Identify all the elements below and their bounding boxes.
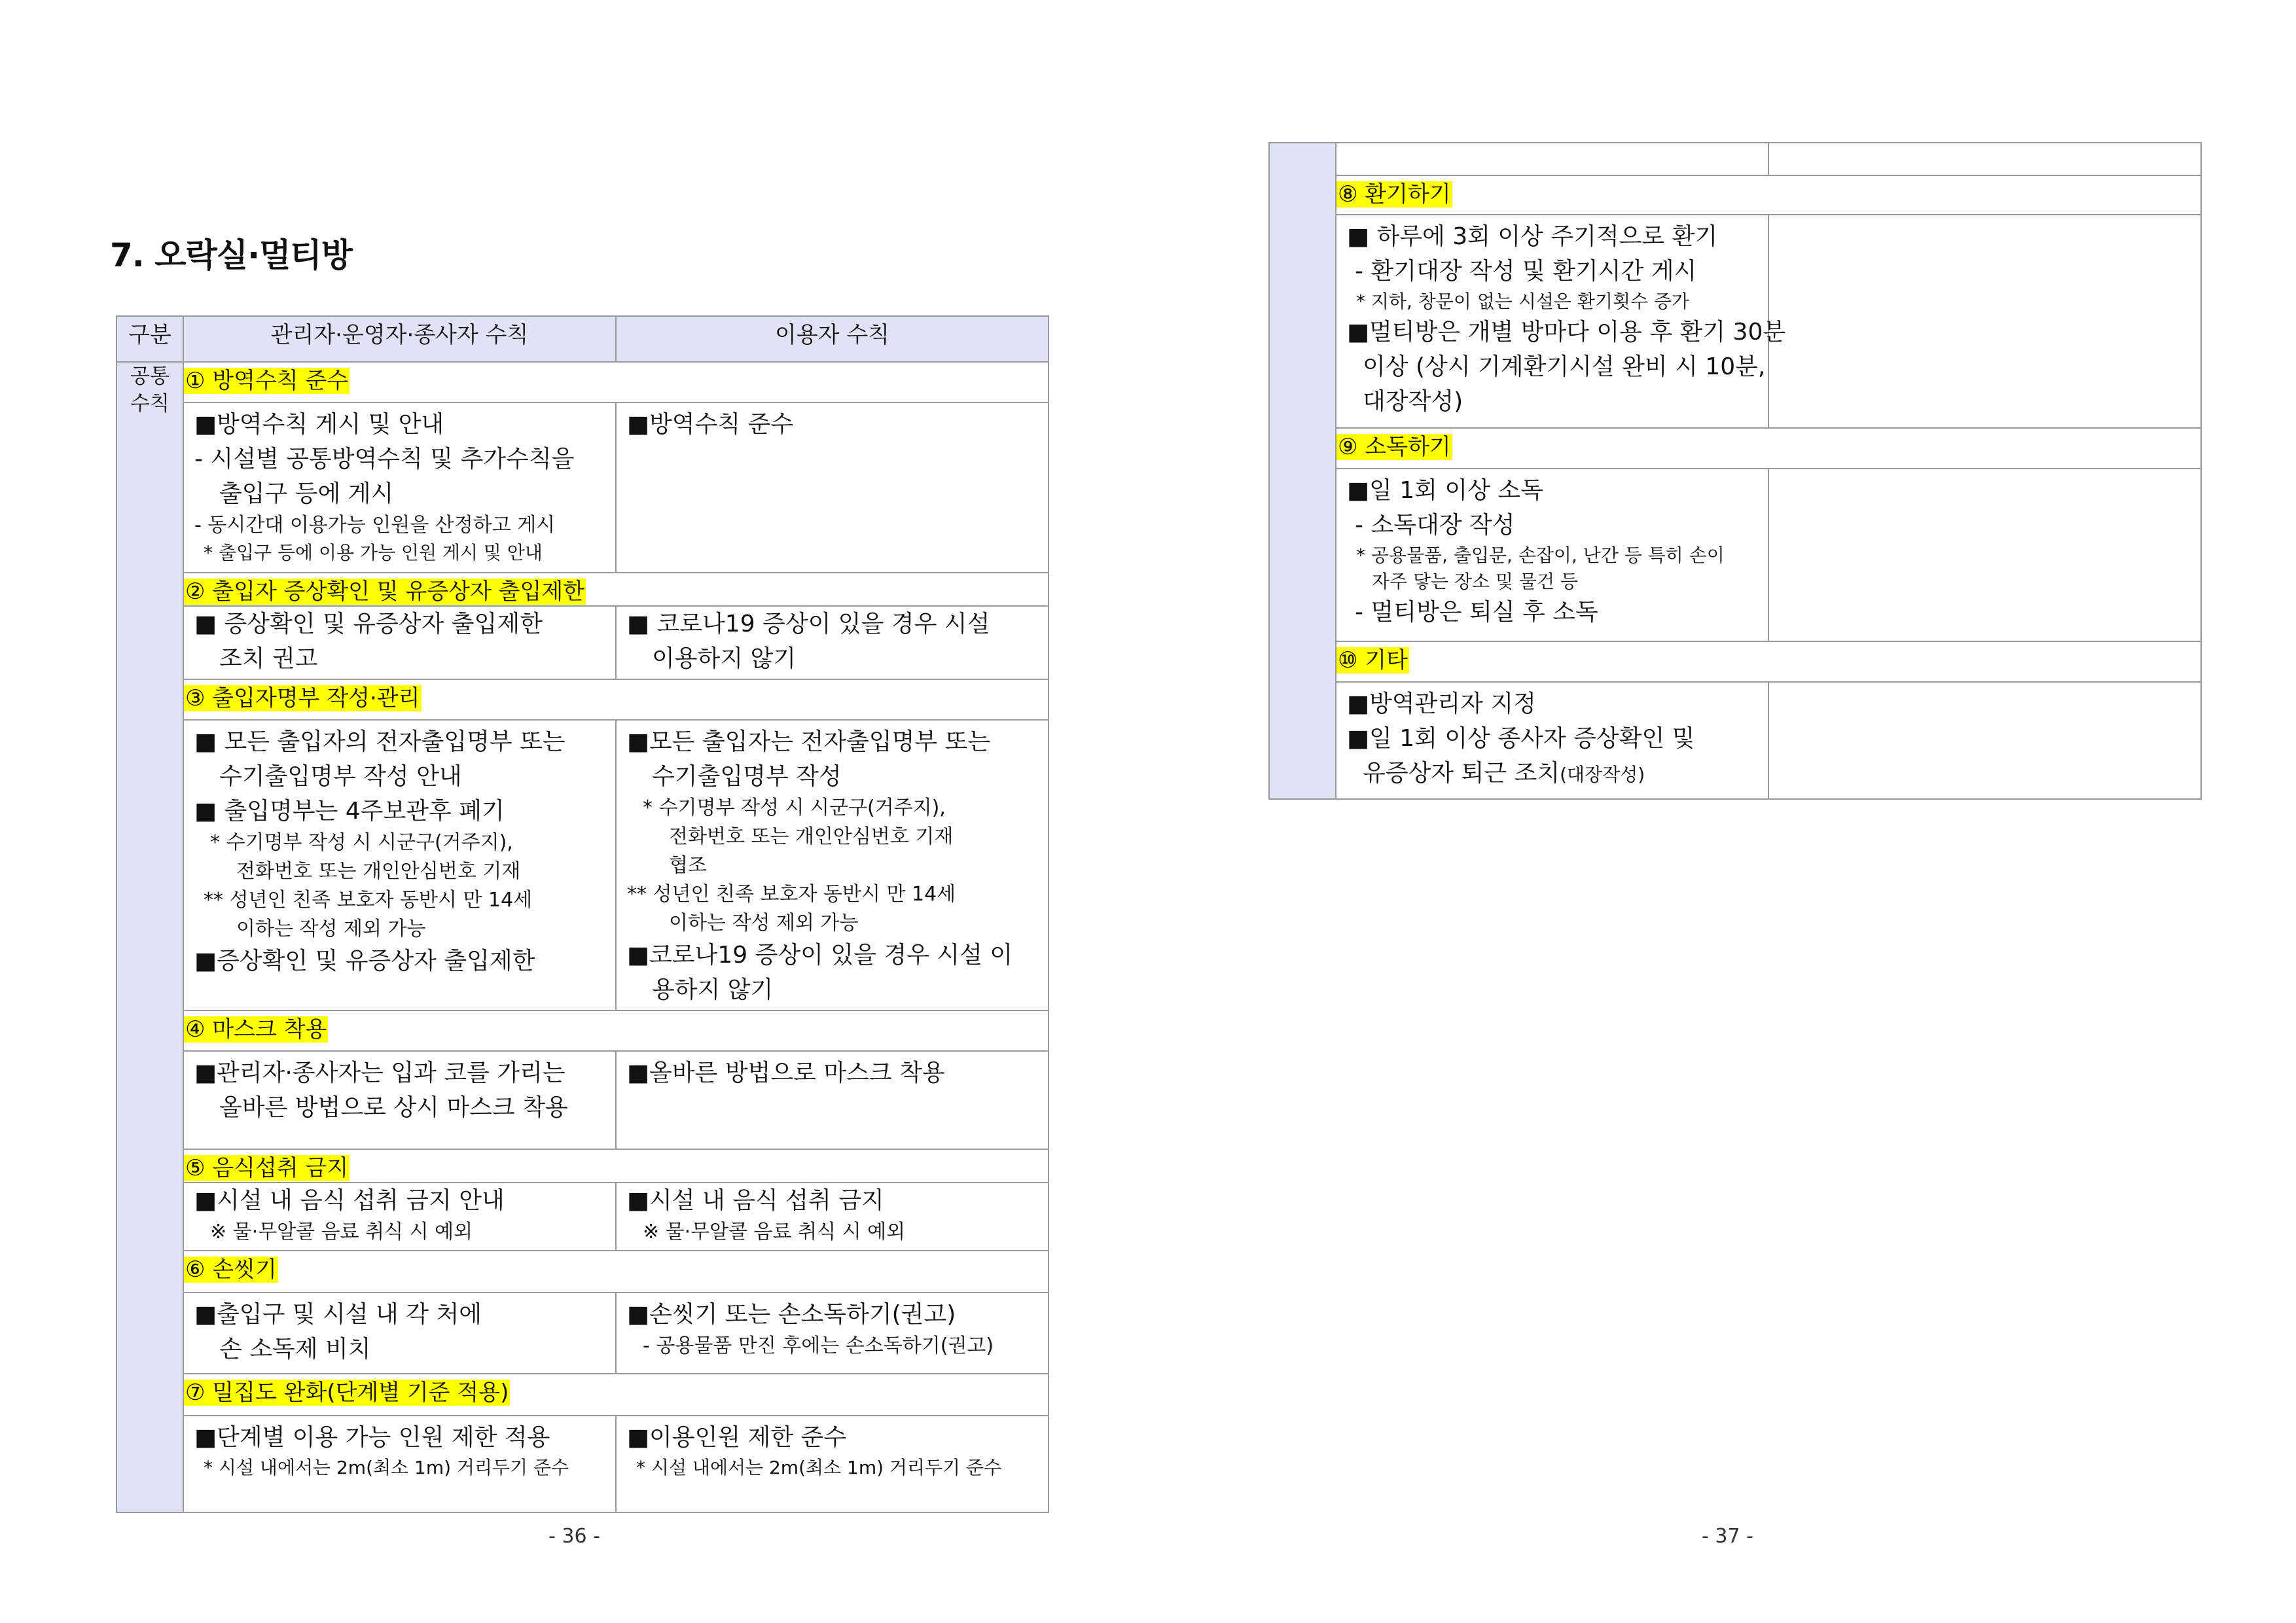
section-heading-3: ③ 출입자명부 작성·관리: [183, 679, 1049, 720]
user-rule-cell: ■ 코로나19 증상이 있을 경우 시설 이용하지 않기: [616, 606, 1049, 679]
page-number-right: - 37 -: [1702, 1525, 1753, 1548]
section-heading-2: ② 출입자 증상확인 및 유증상자 출입제한: [183, 573, 1049, 606]
user-rule-cell: [1768, 215, 2201, 428]
user-rule-cell: ■올바른 방법으로 마스크 착용: [616, 1051, 1049, 1149]
manager-rule-cell: ■시설 내 음식 섭취 금지 안내 ※ 물·무알콜 음료 취식 시 예외: [183, 1183, 616, 1251]
user-rule-cell: ■모든 출입자는 전자출입명부 또는 수기출입명부 작성 * 수기명부 작성 시 시군구(거주지), 전화번호 또는 개인안심번호 기재 협조 ** 성년인 친족 보호자 동반시 만 14세 이하는 작성 제외 가능 ■코로나19 증상이 있을 경우 시설 이 용하지 않기: [616, 720, 1049, 1010]
section-heading-1: ① 방역수칙 준수: [183, 362, 1049, 402]
section-heading-6: ⑥ 손씻기: [183, 1251, 1049, 1293]
manager-rule-cell: ■ 하루에 3회 이상 주기적으로 환기 - 환기대장 작성 및 환기시간 게시 * 지하, 창문이 없는 시설은 환기횟수 증가 ■멀티방은 개별 방마다 이용 후 환기 30분 이상 (상시 기계환기시설 완비 시 10분, 대장작성): [1336, 215, 1768, 428]
manager-rule-cell: ■방역수칙 게시 및 안내 - 시설별 공통방역수칙 및 추가수칙을 출입구 등에 게시 - 동시간대 이용가능 인원을 산정하고 게시 * 출입구 등에 이용 가능 인원 게시 및 안내: [183, 402, 616, 573]
manager-rule-cell: ■단계별 이용 가능 인원 제한 적용 * 시설 내에서는 2m(최소 1m) 거리두기 준수: [183, 1416, 616, 1512]
rules-table-right: [1268, 142, 2202, 800]
rules-table-left: [116, 315, 1049, 1513]
manager-rule-cell: ■ 증상확인 및 유증상자 출입제한 조치 권고: [183, 606, 616, 679]
manager-rule-cell: ■관리자·종사자는 입과 코를 가리는 올바른 방법으로 상시 마스크 착용: [183, 1051, 616, 1149]
manager-rule-cell: ■방역관리자 지정 ■일 1회 이상 종사자 증상확인 및 유증상자 퇴근 조치(대장작성): [1336, 682, 1768, 799]
header-manager-rules: 관리자·운영자·종사자 수칙: [183, 316, 616, 362]
page-number-left: - 36 -: [548, 1525, 600, 1548]
user-rule-cell: ■시설 내 음식 섭취 금지 ※ 물·무알콜 음료 취식 시 예외: [616, 1183, 1049, 1251]
empty-cell: [1336, 143, 1768, 175]
header-category: 구분: [117, 316, 183, 362]
category-cell: [117, 362, 183, 1512]
user-rule-cell: [1768, 469, 2201, 641]
section-heading-10: ⑩ 기타: [1336, 641, 2201, 682]
manager-rule-cell: ■일 1회 이상 소독 - 소독대장 작성 * 공용물품, 출입문, 손잡이, 난간 등 특히 손이 자주 닿는 장소 및 물건 등 - 멀티방은 퇴실 후 소독: [1336, 469, 1768, 641]
category-label-1: 공통: [130, 365, 170, 388]
user-rule-cell: ■손씻기 또는 손소독하기(권고) - 공용물품 만진 후에는 손소독하기(권고): [616, 1293, 1049, 1374]
user-rule-cell: ■방역수칙 준수: [616, 402, 1049, 573]
section-heading-9: ⑨ 소독하기: [1336, 428, 2201, 469]
page-title: 7. 오락실·멀티방: [110, 236, 352, 274]
header-user-rules: 이용자 수칙: [616, 316, 1049, 362]
empty-cell: [1768, 143, 2201, 175]
manager-rule-cell: ■ 모든 출입자의 전자출입명부 또는 수기출입명부 작성 안내 ■ 출입명부는 4주보관후 폐기 * 수기명부 작성 시 시군구(거주지), 전화번호 또는 개인안심번호 기재 ** 성년인 친족 보호자 동반시 만 14세 이하는 작성 제외 가능 ■증상확인 및 유증상자 출입제한: [183, 720, 616, 1010]
manager-rule-cell: ■출입구 및 시설 내 각 처에 손 소독제 비치: [183, 1293, 616, 1374]
section-heading-8: ⑧ 환기하기: [1336, 175, 2201, 215]
user-rule-cell: [1768, 682, 2201, 799]
section-heading-7: ⑦ 밀집도 완화(단계별 기준 적용): [183, 1374, 1049, 1416]
section-heading-5: ⑤ 음식섭취 금지: [183, 1149, 1049, 1183]
category-label-2: 수칙: [130, 392, 170, 416]
user-rule-cell: ■이용인원 제한 준수 * 시설 내에서는 2m(최소 1m) 거리두기 준수: [616, 1416, 1049, 1512]
category-cell-continued: [1269, 143, 1336, 799]
section-heading-4: ④ 마스크 착용: [183, 1010, 1049, 1051]
